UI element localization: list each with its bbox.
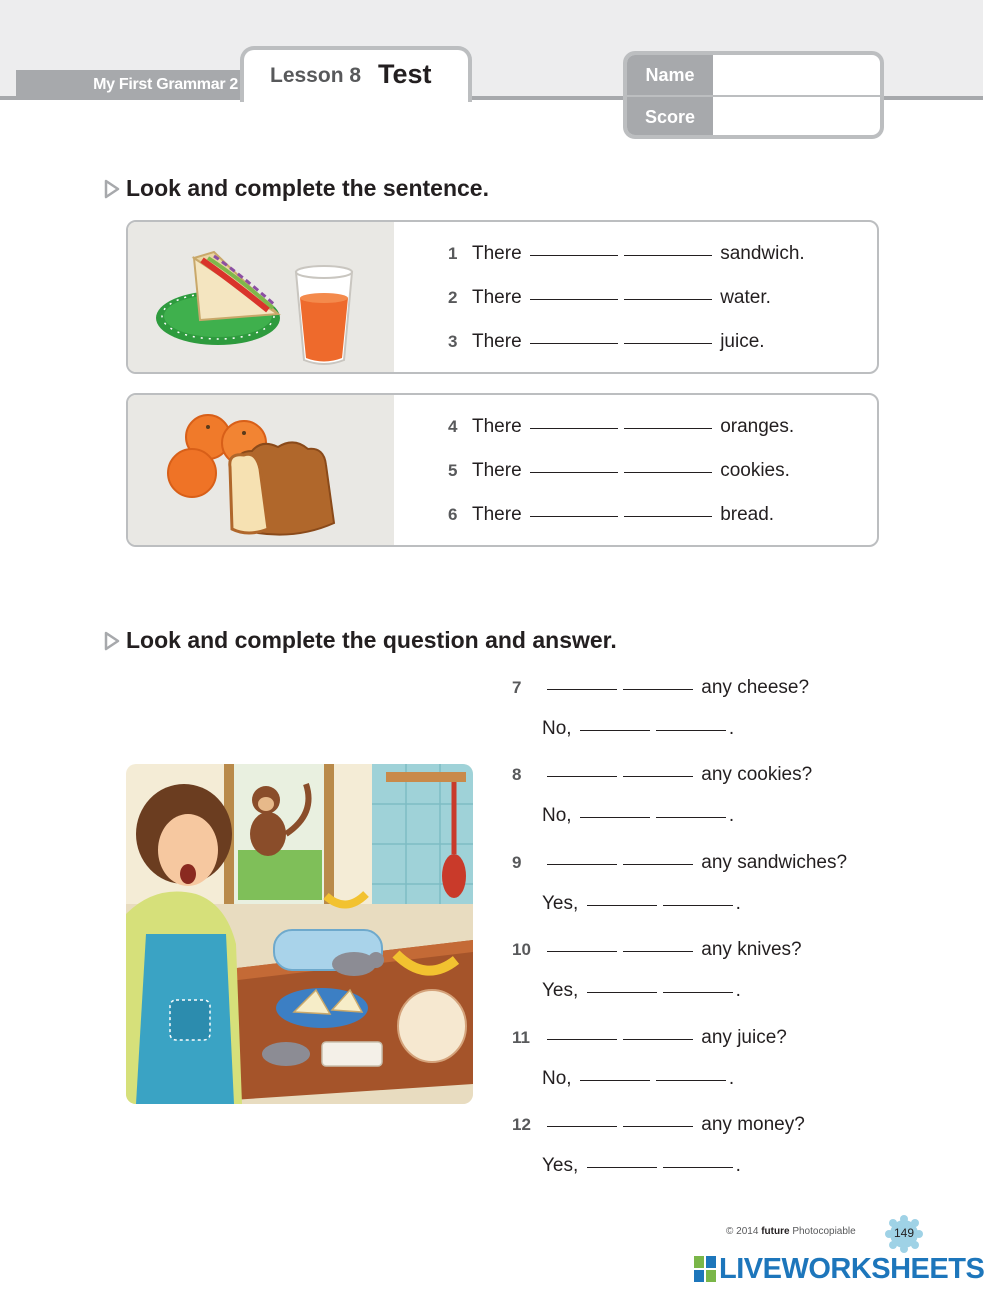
liveworksheets-logo[interactable]	[694, 1254, 984, 1284]
oranges-bread-picture	[128, 395, 394, 545]
section2-title-text: Look and complete the question and answer.	[126, 627, 617, 653]
question-7	[512, 677, 809, 699]
sentence-5-blank-b[interactable]	[624, 472, 712, 473]
question-7-number: 7	[512, 678, 522, 697]
sentence-3-blank-a[interactable]	[530, 343, 618, 344]
sentence-2-start: There	[472, 287, 522, 308]
answer-7-start: No,	[542, 718, 572, 739]
sentence-5-end: cookies.	[720, 460, 790, 481]
kitchen-scene-picture	[126, 764, 473, 1104]
sentence-2-blank-a[interactable]	[530, 299, 618, 300]
answer-11-blank-b[interactable]	[656, 1080, 726, 1081]
answer-9-blank-a[interactable]	[587, 905, 657, 906]
sentence-6-start: There	[472, 504, 522, 525]
question-9-end: any sandwiches?	[701, 852, 848, 873]
sandwich-water-juice-picture	[128, 222, 394, 372]
question-9-blank-a[interactable]	[547, 864, 617, 865]
sentence-1-blank-b[interactable]	[624, 255, 712, 256]
answer-9-start: Yes,	[542, 893, 579, 914]
answer-9-blank-b[interactable]	[663, 905, 733, 906]
sentence-2	[448, 287, 771, 309]
answer-11-start: No,	[542, 1068, 572, 1089]
sentence-1-start: There	[472, 243, 522, 264]
question-9	[512, 852, 847, 874]
lesson-label: Lesson 8	[270, 64, 362, 87]
name-score-box	[623, 51, 884, 139]
section1-title-text: Look and complete the sentence.	[126, 175, 489, 201]
sentence-3-number: 3	[448, 332, 458, 351]
footer-copyright	[726, 1226, 856, 1237]
question-8-number: 8	[512, 765, 522, 784]
test-label: Test	[378, 59, 432, 89]
question-11	[512, 1027, 787, 1049]
answer-10-blank-b[interactable]	[663, 992, 733, 993]
play-triangle-icon	[104, 631, 120, 651]
sentence-4-blank-b[interactable]	[624, 428, 712, 429]
sentence-1-number: 1	[448, 244, 458, 263]
answer-8: No, .	[542, 805, 735, 826]
question-11-blank-a[interactable]	[547, 1039, 617, 1040]
lesson-tab	[240, 46, 472, 102]
copyright-text: © 2014	[726, 1226, 759, 1237]
question-12-number: 12	[512, 1115, 531, 1134]
sentence-4	[448, 416, 794, 438]
answer-12: Yes, .	[542, 1155, 741, 1176]
sentence-4-start: There	[472, 416, 522, 437]
sentence-5-number: 5	[448, 461, 458, 480]
sentence-panel-2	[126, 393, 879, 547]
question-7-blank-a[interactable]	[547, 689, 617, 690]
sentence-2-blank-b[interactable]	[624, 299, 712, 300]
answer-11-blank-a[interactable]	[580, 1080, 650, 1081]
question-7-end: any cheese?	[701, 677, 810, 698]
answer-9: Yes, .	[542, 893, 741, 914]
sentence-6	[448, 504, 774, 526]
photocopiable-text: Photocopiable	[792, 1226, 856, 1237]
question-10-end: any knives?	[701, 939, 802, 960]
question-8-blank-b[interactable]	[623, 776, 693, 777]
answer-7-blank-a[interactable]	[580, 730, 650, 731]
book-title: My First Grammar 2	[16, 70, 246, 100]
sentence-1	[448, 243, 805, 265]
answer-12-start: Yes,	[542, 1155, 579, 1176]
question-8	[512, 764, 812, 786]
sentence-3-blank-b[interactable]	[624, 343, 712, 344]
question-7-blank-b[interactable]	[623, 689, 693, 690]
name-label: Name	[627, 55, 713, 95]
question-9-number: 9	[512, 853, 522, 872]
sentence-3-end: juice.	[720, 331, 765, 352]
sentence-6-end: bread.	[720, 504, 775, 525]
sentence-5-start: There	[472, 460, 522, 481]
sentence-3	[448, 331, 765, 353]
question-10	[512, 939, 802, 961]
question-12-end: any money?	[701, 1114, 805, 1135]
sentence-1-blank-a[interactable]	[530, 255, 618, 256]
lesson-tab-cover	[244, 96, 468, 102]
question-12-blank-b[interactable]	[623, 1126, 693, 1127]
sentence-3-start: There	[472, 331, 522, 352]
answer-8-start: No,	[542, 805, 572, 826]
sentence-4-number: 4	[448, 417, 458, 436]
liveworksheets-blocks-icon	[694, 1256, 716, 1282]
answer-8-blank-b[interactable]	[656, 817, 726, 818]
score-label: Score	[627, 97, 713, 137]
question-8-blank-a[interactable]	[547, 776, 617, 777]
page-number: 149	[893, 1226, 915, 1240]
sentence-6-number: 6	[448, 505, 458, 524]
publisher-logo: future	[761, 1226, 790, 1237]
sentence-panel-1	[126, 220, 879, 374]
question-10-blank-a[interactable]	[547, 951, 617, 952]
sentence-4-end: oranges.	[720, 416, 795, 437]
question-12-blank-a[interactable]	[547, 1126, 617, 1127]
sentence-5-blank-a[interactable]	[530, 472, 618, 473]
section2-title	[104, 627, 617, 654]
play-triangle-icon	[104, 179, 120, 199]
sentence-5	[448, 460, 790, 482]
sentence-4-blank-a[interactable]	[530, 428, 618, 429]
answer-8-blank-a[interactable]	[580, 817, 650, 818]
question-11-blank-b[interactable]	[623, 1039, 693, 1040]
question-11-number: 11	[512, 1028, 530, 1047]
answer-12-blank-a[interactable]	[587, 1167, 657, 1168]
answer-10-blank-a[interactable]	[587, 992, 657, 993]
sentence-1-end: sandwich.	[720, 243, 805, 264]
question-12	[512, 1114, 805, 1136]
question-11-end: any juice?	[701, 1027, 787, 1048]
answer-12-blank-b[interactable]	[663, 1167, 733, 1168]
sentence-2-end: water.	[720, 287, 771, 308]
answer-10-start: Yes,	[542, 980, 579, 1001]
answer-7-blank-b[interactable]	[656, 730, 726, 731]
answer-11: No, .	[542, 1068, 735, 1089]
question-9-blank-b[interactable]	[623, 864, 693, 865]
question-10-blank-b[interactable]	[623, 951, 693, 952]
liveworksheets-brand: LIVEWORKSHEETS	[719, 1253, 985, 1285]
answer-7: No, .	[542, 718, 735, 739]
answer-10: Yes, .	[542, 980, 741, 1001]
sentence-6-blank-a[interactable]	[530, 516, 618, 517]
question-8-end: any cookies?	[701, 764, 813, 785]
section1-title	[104, 175, 489, 202]
question-10-number: 10	[512, 940, 531, 959]
sentence-6-blank-b[interactable]	[624, 516, 712, 517]
sentence-2-number: 2	[448, 288, 458, 307]
